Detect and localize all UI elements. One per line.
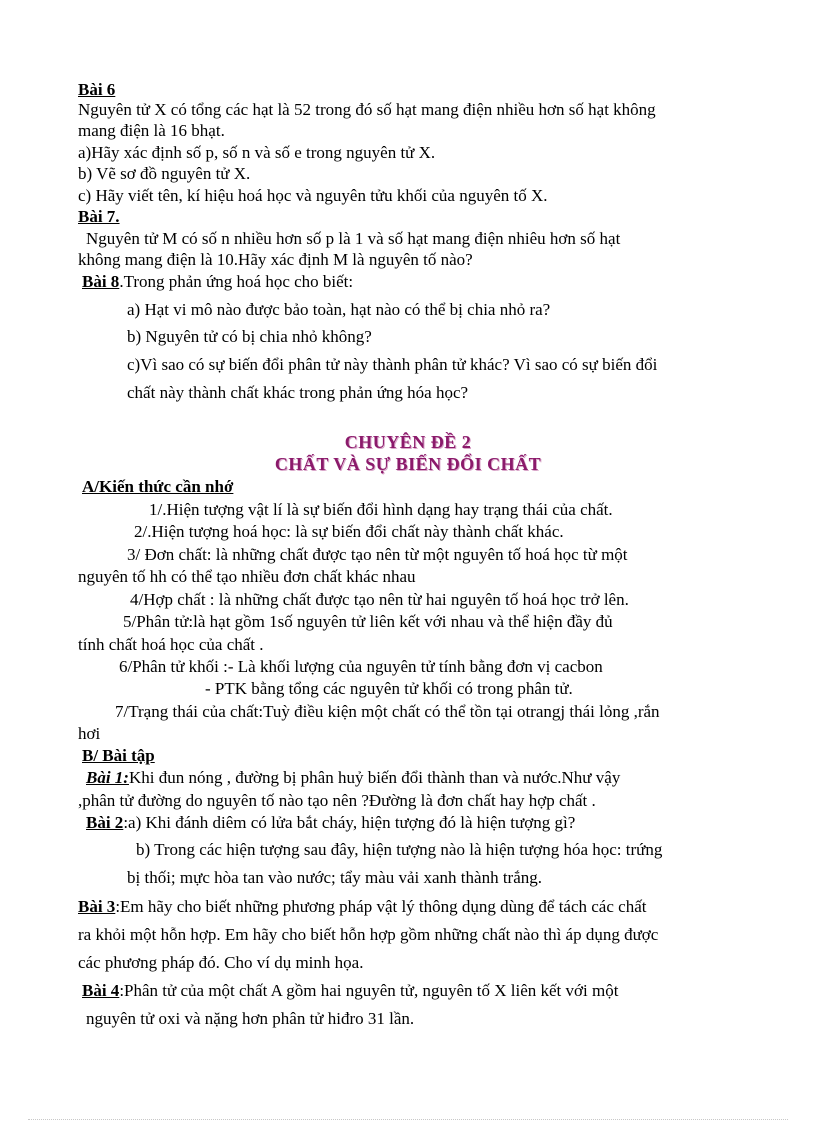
bai8-intro-line [82, 272, 353, 292]
bai6-line1: Nguyên tử X có tổng các hạt là 52 trong đó số hạt mang điện nhiều hơn số hạt không [78, 100, 656, 119]
exercise-2-question-b1: b) Trong các hiện tượng sau đây, hiện tượng nào là hiện tượng hóa học: trứng [136, 840, 663, 859]
bai6-question-a: a)Hãy xác định số p, số n và số e trong nguyên tử X. [78, 143, 436, 162]
bai8-heading: Bài 8 [82, 272, 120, 291]
knowledge-item-7a: 7/Trạng thái của chất:Tuỳ điều kiện một chất có thể tồn tại otrangj thái lỏng ,rắn [115, 702, 660, 721]
exercise-1-text: Khi đun nóng , đường bị phân huỷ biến đổi thành than và nước.Như vậy [128, 768, 621, 787]
knowledge-item-5b: tính chất hoá học của chất . [78, 635, 264, 654]
chapter-subtitle: CHẤT VÀ SỰ BIẾN ĐỔI CHẤT [274, 454, 542, 474]
chapter-title: CHUYÊN ĐỀ 2 [344, 432, 472, 452]
bai8-question-a: a) Hạt vi mô nào được bảo toàn, hạt nào có thể bị chia nhỏ ra? [127, 300, 551, 319]
bai6-question-b: b) Vẽ sơ đồ nguyên tử X. [78, 164, 251, 183]
exercise-2-question-a: :a) Khi đánh diêm có lửa bắt cháy, hiện tượng đó là hiện tượng gì? [123, 813, 576, 832]
exercise-3-heading: Bài 3 [78, 897, 116, 916]
bai6-heading: Bài 6 [78, 80, 116, 99]
knowledge-item-3b: nguyên tố hh có thể tạo nhiều đơn chất khác nhau [78, 567, 416, 586]
exercises-heading: B/ Bài tập [82, 746, 155, 765]
bai7-heading: Bài 7. [78, 207, 120, 226]
exercise-1-heading: Bài 1: [86, 768, 129, 787]
knowledge-item-3a: 3/ Đơn chất: là những chất được tạo nên từ một nguyên tố hoá học từ một [127, 545, 628, 564]
bai8-question-c1: c)Vì sao có sự biến đổi phân tử này thành phân tử khác? Vì sao có sự biến đổi [127, 355, 658, 374]
exercise-2-line-a [86, 813, 575, 833]
exercise-4-text: :Phân tử của một chất A gồm hai nguyên tử, nguyên tố X liên kết với một [119, 981, 619, 1000]
exercise-2-heading: Bài 2 [86, 813, 124, 832]
bai7-line2: không mang điện là 10.Hãy xác định M là nguyên tố nào? [78, 250, 473, 269]
knowledge-item-4: 4/Hợp chất : là những chất được tạo nên từ hai nguyên tố hoá học trở lên. [130, 590, 629, 609]
knowledge-heading: A/Kiến thức cần nhớ [82, 477, 234, 496]
knowledge-item-1: 1/.Hiện tượng vật lí là sự biến đổi hình dạng hay trạng thái của chất. [149, 500, 613, 519]
bai6-question-c: c) Hãy viết tên, kí hiệu hoá học và nguyên tửu khối của nguyên tố X. [78, 186, 548, 205]
exercise-1-line2: ,phân tử đường do nguyên tố nào tạo nên ?Đường là đơn chất hay hợp chất . [78, 791, 596, 810]
exercise-4-heading: Bài 4 [82, 981, 120, 1000]
exercise-1-line1 [86, 768, 620, 788]
bai8-intro: .Trong phản ứng hoá học cho biết: [119, 272, 354, 291]
exercise-2-question-b2: bị thối; mực hòa tan vào nước; tẩy màu vải xanh thành trắng. [127, 868, 543, 887]
knowledge-item-5a: 5/Phân tử:là hạt gồm 1số nguyên tử liên kết với nhau và thể hiện đầy đủ [123, 612, 613, 631]
page-bottom-border [28, 1119, 788, 1120]
exercise-4-line2: nguyên tử oxi và nặng hơn phân tử hiđro 31 lần. [86, 1009, 415, 1028]
exercise-4-line1 [82, 981, 618, 1001]
exercise-3-line3: các phương pháp đó. Cho ví dụ minh họa. [78, 953, 364, 972]
exercise-3-line2: ra khỏi một hỗn hợp. Em hãy cho biết hỗn hợp gồm những chất nào thì áp dụng được [78, 925, 659, 944]
exercise-3-text: :Em hãy cho biết những phương pháp vật lý thông dụng dùng để tách các chất [115, 897, 647, 916]
knowledge-item-2: 2/.Hiện tượng hoá học: là sự biến đổi chất này thành chất khác. [134, 522, 564, 541]
exercise-3-line1 [78, 897, 646, 917]
bai6-line2: mang điện là 16 bhạt. [78, 121, 225, 140]
knowledge-item-6b: - PTK bằng tổng các nguyên tử khối có trong phân tử. [205, 679, 573, 698]
knowledge-item-6a: 6/Phân tử khối :- Là khối lượng của nguyên tử tính bằng đơn vị cacbon [119, 657, 603, 676]
bai7-line1: Nguyên tử M có số n nhiều hơn số p là 1 và số hạt mang điện nhiêu hơn số hạt [86, 229, 621, 248]
bai8-question-b: b) Nguyên tử có bị chia nhỏ không? [127, 327, 372, 346]
knowledge-item-7b: hơi [78, 724, 101, 743]
bai8-question-c2: chất này thành chất khác trong phản ứng hóa học? [127, 383, 469, 402]
